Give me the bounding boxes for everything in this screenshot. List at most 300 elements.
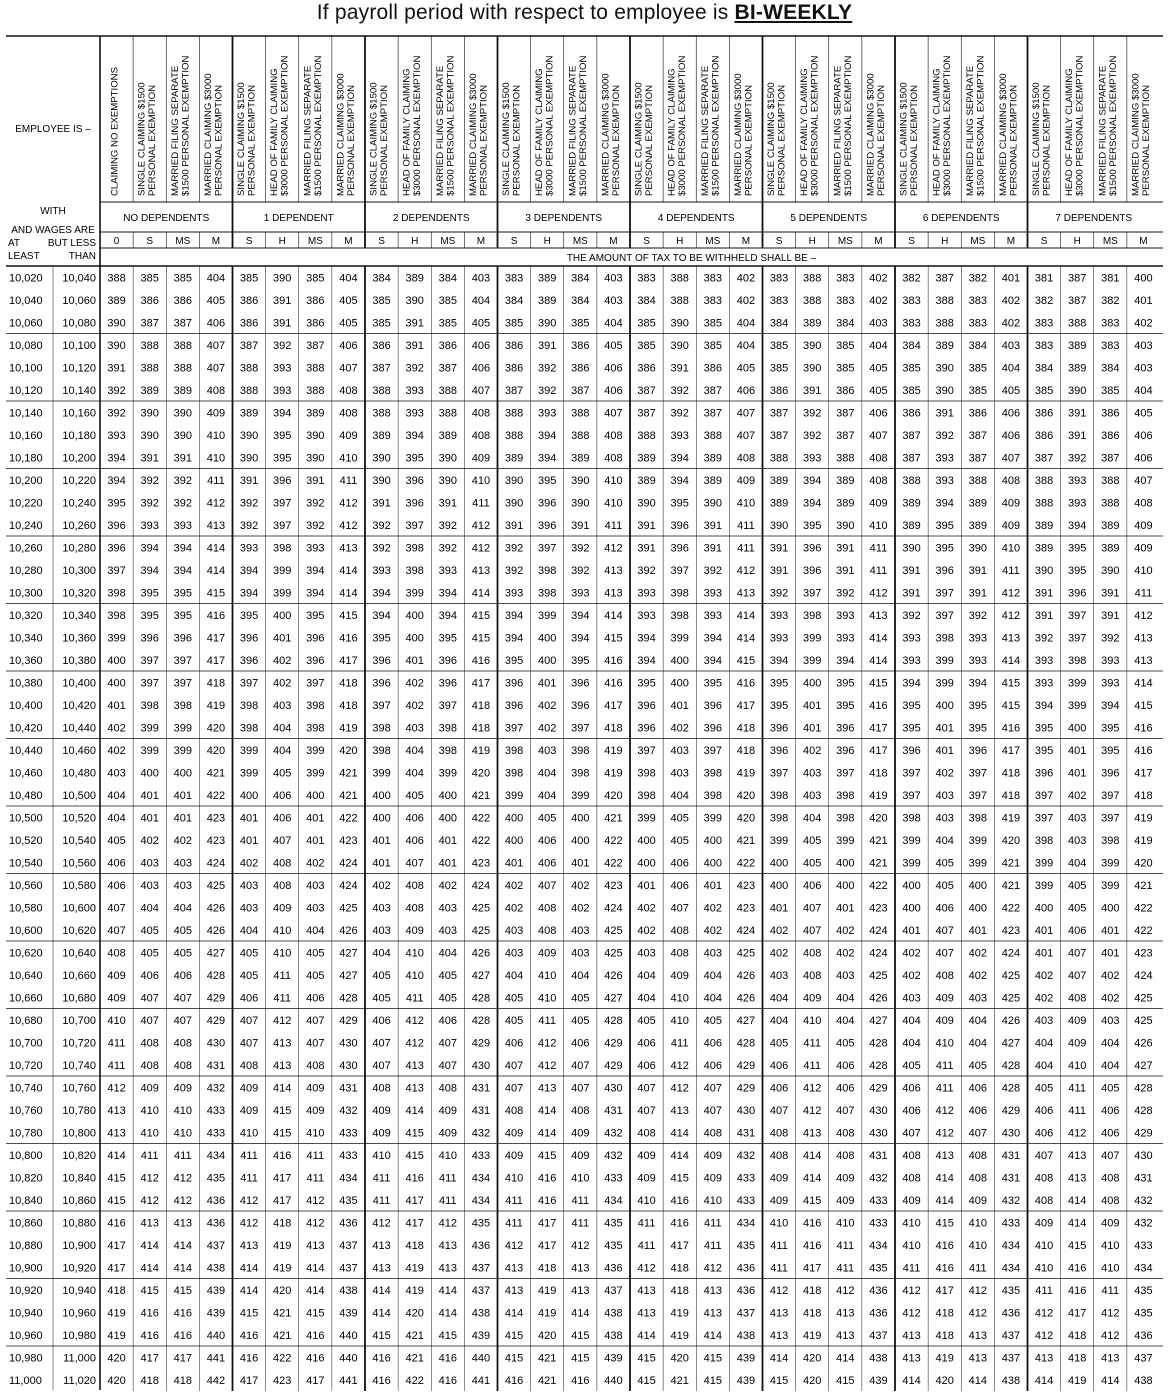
tax-cell: 419 [935,1352,954,1365]
tax-cell: 397 [703,744,722,757]
tax-cell: 411 [637,1217,656,1230]
tax-cell: 383 [968,294,987,307]
tax-cell: 396 [372,654,391,667]
status-header-line: $1500 PERSONAL EXEMPTION [445,55,457,196]
tax-cell: 405 [438,969,457,982]
tax-cell: 408 [273,879,292,892]
tax-cell: 405 [968,1059,987,1072]
tax-cell: 412 [306,1194,325,1207]
tax-cell: 406 [140,969,159,982]
tax-cell: 388 [571,407,590,420]
tax-cell: 391 [239,474,259,487]
tax-cell: 413 [140,1217,159,1230]
tax-cell: 438 [471,1307,491,1320]
tax-cell: 396 [836,722,855,735]
tax-cell: 408 [372,1082,391,1095]
tax-cell: 420 [1001,834,1021,847]
tax-cell: 412 [935,1104,954,1117]
tax-cell: 395 [968,722,987,735]
wage-less-than: 10,080 [62,317,96,330]
tax-cell: 398 [670,587,689,600]
tax-cell: 399 [306,767,325,780]
tax-cell: 421 [869,834,888,847]
tax-cell: 390 [107,317,126,330]
tax-cell: 398 [836,812,855,825]
status-header-line: MARRIED FILING SEPARATE [434,65,446,196]
tax-cell: 408 [339,407,358,420]
wage-less-than: 10,880 [62,1217,96,1230]
tax-cell: 417 [1068,1307,1087,1320]
tax-cell: 405 [803,834,822,847]
with-label: WITH [40,206,66,217]
tax-cell: 405 [1034,1082,1054,1095]
status-code: MS [837,236,853,247]
tax-cell: 402 [239,857,259,870]
tax-cell: 411 [1002,564,1020,577]
tax-cell: 424 [339,879,358,892]
tax-cell: 388 [571,429,590,442]
tax-cell: 406 [703,1037,722,1050]
tax-cell: 411 [306,1172,325,1185]
tax-cell: 409 [769,1194,789,1207]
tax-cell: 403 [173,879,192,892]
wage-less-than: 10,780 [62,1104,96,1117]
tax-cell: 433 [1001,1217,1021,1230]
tax-cell: 424 [869,947,888,960]
tax-cell: 409 [107,969,126,982]
tax-cell: 392 [140,474,159,487]
tax-cell: 402 [803,744,822,757]
tax-cell: 399 [173,744,192,757]
tax-cell: 401 [173,812,192,825]
tax-cell: 387 [239,339,259,352]
tax-cell: 412 [405,1037,424,1050]
tax-cell: 406 [1001,429,1021,442]
status-header [435,56,457,196]
status-header-line: PERSONAL EXEMPTION [511,84,523,196]
tax-cell: 397 [504,722,524,735]
tax-cell: 383 [769,294,789,307]
tax-cell: 421 [1001,879,1021,892]
tax-cell: 411 [969,1262,987,1275]
tax-cell: 407 [1068,947,1087,960]
tax-cell: 404 [571,969,590,982]
tax-cell: 397 [1101,789,1120,802]
tax-cell: 391 [968,587,987,600]
tax-cell: 392 [438,542,457,555]
tax-cell: 396 [306,654,325,667]
tax-cell: 422 [1001,902,1021,915]
tax-cell: 414 [968,1374,987,1387]
tax-cell: 401 [504,857,524,870]
tax-cell: 388 [935,317,954,330]
status-code: M [1139,236,1148,247]
tax-cell: 411 [836,1262,855,1275]
tax-cell: 427 [1001,1037,1021,1050]
tax-cell: 409 [504,1149,524,1162]
wage-at-least: 10,500 [9,812,43,825]
status-code: M [1006,236,1016,247]
tax-cell: 398 [803,609,822,622]
tax-cell: 392 [504,542,524,555]
tax-cell: 397 [670,564,689,577]
tax-cell: 439 [736,1374,756,1387]
tax-cell: 430 [604,1082,623,1095]
tax-cell: 391 [273,317,292,330]
tax-cell: 430 [1001,1127,1021,1140]
tax-cell: 385 [769,362,789,375]
tax-cell: 385 [438,317,457,330]
tax-cell: 397 [571,722,590,735]
tax-cell: 438 [869,1352,888,1365]
tax-cell: 395 [405,452,424,465]
tax-cell: 411 [372,1172,391,1185]
wage-less-than: 10,480 [62,767,96,780]
tax-cell: 439 [869,1374,888,1387]
tax-cell: 414 [140,1239,159,1252]
tax-cell: 394 [438,609,457,622]
tax-cell: 432 [1134,1194,1153,1207]
status-code: MS [175,236,191,247]
tax-cell: 381 [1034,272,1054,285]
tax-cell: 404 [438,947,457,960]
wage-at-least: 10,960 [9,1329,43,1342]
tax-cell: 413 [736,587,756,600]
tax-cell: 409 [1134,542,1153,555]
tax-cell: 407 [372,1059,391,1072]
tax-cell: 401 [306,812,325,825]
tax-cell: 403 [935,789,954,802]
tax-cell: 410 [769,1217,789,1230]
tax-cell: 410 [935,1037,954,1050]
tax-cell: 424 [206,857,226,870]
tax-cell: 415 [239,1307,259,1320]
tax-cell: 414 [1134,677,1153,690]
tax-cell: 410 [902,1217,921,1230]
tax-cell: 416 [935,1262,954,1275]
tax-cell: 416 [538,1194,557,1207]
tax-cell: 411 [439,1194,457,1207]
tax-cell: 406 [339,339,358,352]
status-header-line: MARRIED CLAIMING $3000 [997,73,1009,196]
tax-cell: 434 [1001,1262,1021,1275]
tax-cell: 412 [538,1037,557,1050]
status-header [468,73,490,196]
tax-cell: 426 [736,992,756,1005]
tax-cell: 384 [902,339,921,352]
tax-cell: 402 [637,902,656,915]
tax-cell: 411 [836,1239,855,1252]
tax-cell: 427 [604,992,623,1005]
tax-cell: 423 [273,1374,292,1387]
tax-cell: 407 [140,1014,159,1027]
tax-cell: 412 [935,1127,954,1140]
tax-cell: 406 [604,384,623,397]
tax-cell: 408 [140,1037,159,1050]
status-header-line: HEAD OF FAMILY CLAIMING [269,68,281,196]
tax-cell: 400 [703,857,722,870]
tax-cell: 400 [372,789,391,802]
tax-cell: 388 [140,362,159,375]
wage-less-than: 10,400 [62,677,96,690]
tax-cell: 398 [1101,834,1120,847]
tax-cell: 391 [902,587,921,600]
tax-cell: 404 [405,744,424,757]
tax-cell: 403 [239,902,259,915]
tax-cell: 409 [306,1104,325,1117]
wage-at-least: 10,920 [9,1284,43,1297]
tax-cell: 394 [504,632,524,645]
tax-cell: 401 [803,722,822,735]
tax-cell: 425 [736,947,756,960]
tax-cell: 441 [206,1352,226,1365]
tax-cell: 397 [935,609,954,622]
tax-cell: 406 [604,362,623,375]
tax-cell: 389 [968,497,987,510]
status-header-line: $1500 PERSONAL EXEMPTION [312,55,324,196]
tax-cell: 392 [803,407,822,420]
tax-cell: 432 [604,1127,623,1140]
tax-cell: 410 [637,1194,656,1207]
tax-cell: 390 [935,362,954,375]
tax-cell: 415 [372,1329,391,1342]
tax-cell: 417 [405,1217,424,1230]
tax-cell: 413 [107,1127,126,1140]
tax-cell: 419 [736,767,756,780]
tax-cell: 389 [836,497,855,510]
tax-cell: 392 [273,339,292,352]
tax-cell: 425 [1134,992,1153,1005]
tax-cell: 428 [869,1059,888,1072]
wage-less-than: 10,580 [62,879,96,892]
tax-cell: 405 [769,1037,789,1050]
status-header-line: MARRIED FILING SEPARATE [964,65,976,196]
tax-cell: 411 [902,1262,921,1275]
tax-cell: 403 [604,272,623,285]
tax-cell: 391 [836,542,855,555]
tax-cell: 397 [769,767,789,780]
tax-cell: 416 [604,677,623,690]
tax-cell: 429 [1001,1104,1021,1117]
tax-cell: 429 [471,1037,491,1050]
tax-cell: 432 [736,1149,756,1162]
tax-cell: 414 [206,564,226,577]
tax-cell: 402 [140,834,159,847]
tax-cell: 416 [803,1239,822,1252]
tax-cell: 402 [736,272,756,285]
tax-cell: 435 [604,1217,623,1230]
tax-cell: 399 [571,789,590,802]
tax-cell: 385 [239,272,259,285]
tax-cell: 408 [538,924,557,937]
tax-cell: 390 [935,384,954,397]
tax-cell: 413 [968,1329,987,1342]
tax-cell: 399 [1034,879,1054,892]
tax-cell: 395 [372,632,391,645]
status-header [501,82,523,196]
tax-cell: 440 [339,1352,358,1365]
tax-cell: 413 [1001,632,1021,645]
tax-cell: 395 [769,677,789,690]
tax-cell: 409 [803,992,822,1005]
tax-cell: 400 [538,632,557,645]
wage-at-least: 10,320 [9,609,43,622]
tax-cell: 403 [504,924,524,937]
tax-cell: 403 [935,812,954,825]
status-code: H [1073,236,1081,247]
tax-cell: 411 [1101,1284,1120,1297]
status-header [799,56,821,196]
tax-cell: 421 [1134,879,1153,892]
tax-cell: 406 [736,384,756,397]
tax-cell: 385 [372,294,391,307]
tax-cell: 410 [273,947,292,960]
tax-cell: 414 [571,1307,590,1320]
tax-cell: 405 [902,1059,921,1072]
tax-cell: 390 [438,452,457,465]
tax-cell: 396 [935,564,954,577]
wage-less-than: 10,740 [62,1059,96,1072]
tax-cell: 395 [1101,744,1120,757]
tax-cell: 424 [1001,947,1021,960]
tax-cell: 412 [538,1059,557,1072]
tax-cell: 387 [902,429,921,442]
tax-cell: 383 [836,294,855,307]
tax-cell: 438 [1134,1374,1153,1387]
tax-cell: 399 [1068,677,1087,690]
tax-cell: 413 [1068,1149,1087,1162]
tax-cell: 393 [239,542,259,555]
wage-less-than: 10,620 [62,924,96,937]
tax-cell: 408 [968,1149,987,1162]
tax-cell: 409 [1101,1217,1120,1230]
tax-cell: 422 [736,857,756,870]
tax-cell: 398 [372,722,391,735]
tax-cell: 404 [836,1014,855,1027]
wage-less-than: 10,720 [62,1037,96,1050]
tax-cell: 422 [471,812,491,825]
tax-cell: 413 [1134,632,1153,645]
tax-cell: 413 [107,1104,126,1117]
tax-cell: 419 [604,744,623,757]
status-code: S [775,236,783,247]
tax-cell: 408 [836,1149,855,1162]
tax-cell: 404 [935,834,954,847]
status-header [1097,56,1119,196]
tax-cell: 412 [670,1059,689,1072]
tax-cell: 393 [173,519,192,532]
tax-cell: 404 [670,789,689,802]
tax-cell: 392 [239,497,259,510]
tax-cell: 400 [504,834,524,847]
tax-cell: 399 [538,609,557,622]
tax-cell: 415 [670,1172,689,1185]
tax-cell: 417 [869,744,888,757]
tax-cell: 399 [902,857,921,870]
tax-cell: 414 [670,1127,689,1140]
tax-cell: 414 [339,587,358,600]
wage-at-least: 10,940 [9,1307,43,1320]
group-label: 4 DEPENDENTS [657,213,735,224]
tax-cell: 415 [571,1329,590,1342]
tax-cell: 396 [438,677,457,690]
tax-cell: 430 [1134,1149,1153,1162]
tax-cell: 400 [836,857,855,870]
tax-cell: 400 [405,632,424,645]
tax-cell: 403 [670,744,689,757]
tax-cell: 425 [1001,969,1021,982]
tax-cell: 412 [803,1104,822,1117]
tax-cell: 393 [968,632,987,645]
tax-cell: 400 [405,609,424,622]
tax-cell: 399 [703,812,722,825]
tax-cell: 415 [703,1352,722,1365]
wage-less-than: 11,020 [63,1374,96,1387]
tax-cell: 420 [803,1374,822,1387]
tax-cell: 397 [968,767,987,780]
tax-cell: 410 [107,1014,126,1027]
tax-cell: 415 [803,1194,822,1207]
tax-cell: 391 [670,362,689,375]
tax-cell: 408 [1034,1172,1054,1185]
tax-cell: 412 [504,1239,524,1252]
tax-cell: 401 [173,789,192,802]
tax-cell: 437 [1001,1352,1021,1365]
tax-cell: 403 [836,969,855,982]
tax-cell: 399 [1034,857,1054,870]
wage-less-than: 10,140 [62,384,96,397]
tax-cell: 409 [836,1194,855,1207]
tax-cell: 416 [273,1149,292,1162]
tax-cell: 410 [1001,542,1021,555]
tax-cell: 420 [604,789,623,802]
tax-cell: 402 [836,924,855,937]
tax-cell: 399 [935,654,954,667]
tax-cell: 408 [769,1149,789,1162]
tax-cell: 405 [869,384,888,397]
tax-cell: 413 [769,1329,789,1342]
tax-cell: 416 [1134,722,1153,735]
tax-cell: 397 [107,564,126,577]
tax-cell: 393 [1034,654,1054,667]
tax-cell: 398 [140,699,159,712]
tax-cell: 383 [902,317,921,330]
tax-cell: 416 [869,699,888,712]
tax-cell: 383 [836,272,855,285]
tax-cell: 407 [1134,474,1153,487]
tax-cell: 431 [736,1127,756,1140]
tax-cell: 410 [1101,1239,1120,1252]
status-header [137,82,159,196]
tax-cell: 416 [935,1239,954,1252]
tax-cell: 401 [803,699,822,712]
tax-cell: 415 [637,1352,656,1365]
tax-cell: 406 [273,812,292,825]
tax-cell: 408 [836,1127,855,1140]
tax-cell: 406 [836,1082,855,1095]
tax-cell: 407 [571,1082,590,1095]
tax-cell: 406 [670,879,689,892]
tax-cell: 433 [206,1104,226,1117]
status-header-line: PERSONAL EXEMPTION [875,84,887,196]
wage-less-than: 10,120 [62,362,96,375]
tax-cell: 412 [571,1239,590,1252]
tax-cell: 399 [273,587,292,600]
tax-cell: 439 [206,1307,226,1320]
tax-cell: 438 [736,1329,756,1342]
tax-cell: 405 [140,947,159,960]
tax-cell: 441 [471,1374,491,1387]
